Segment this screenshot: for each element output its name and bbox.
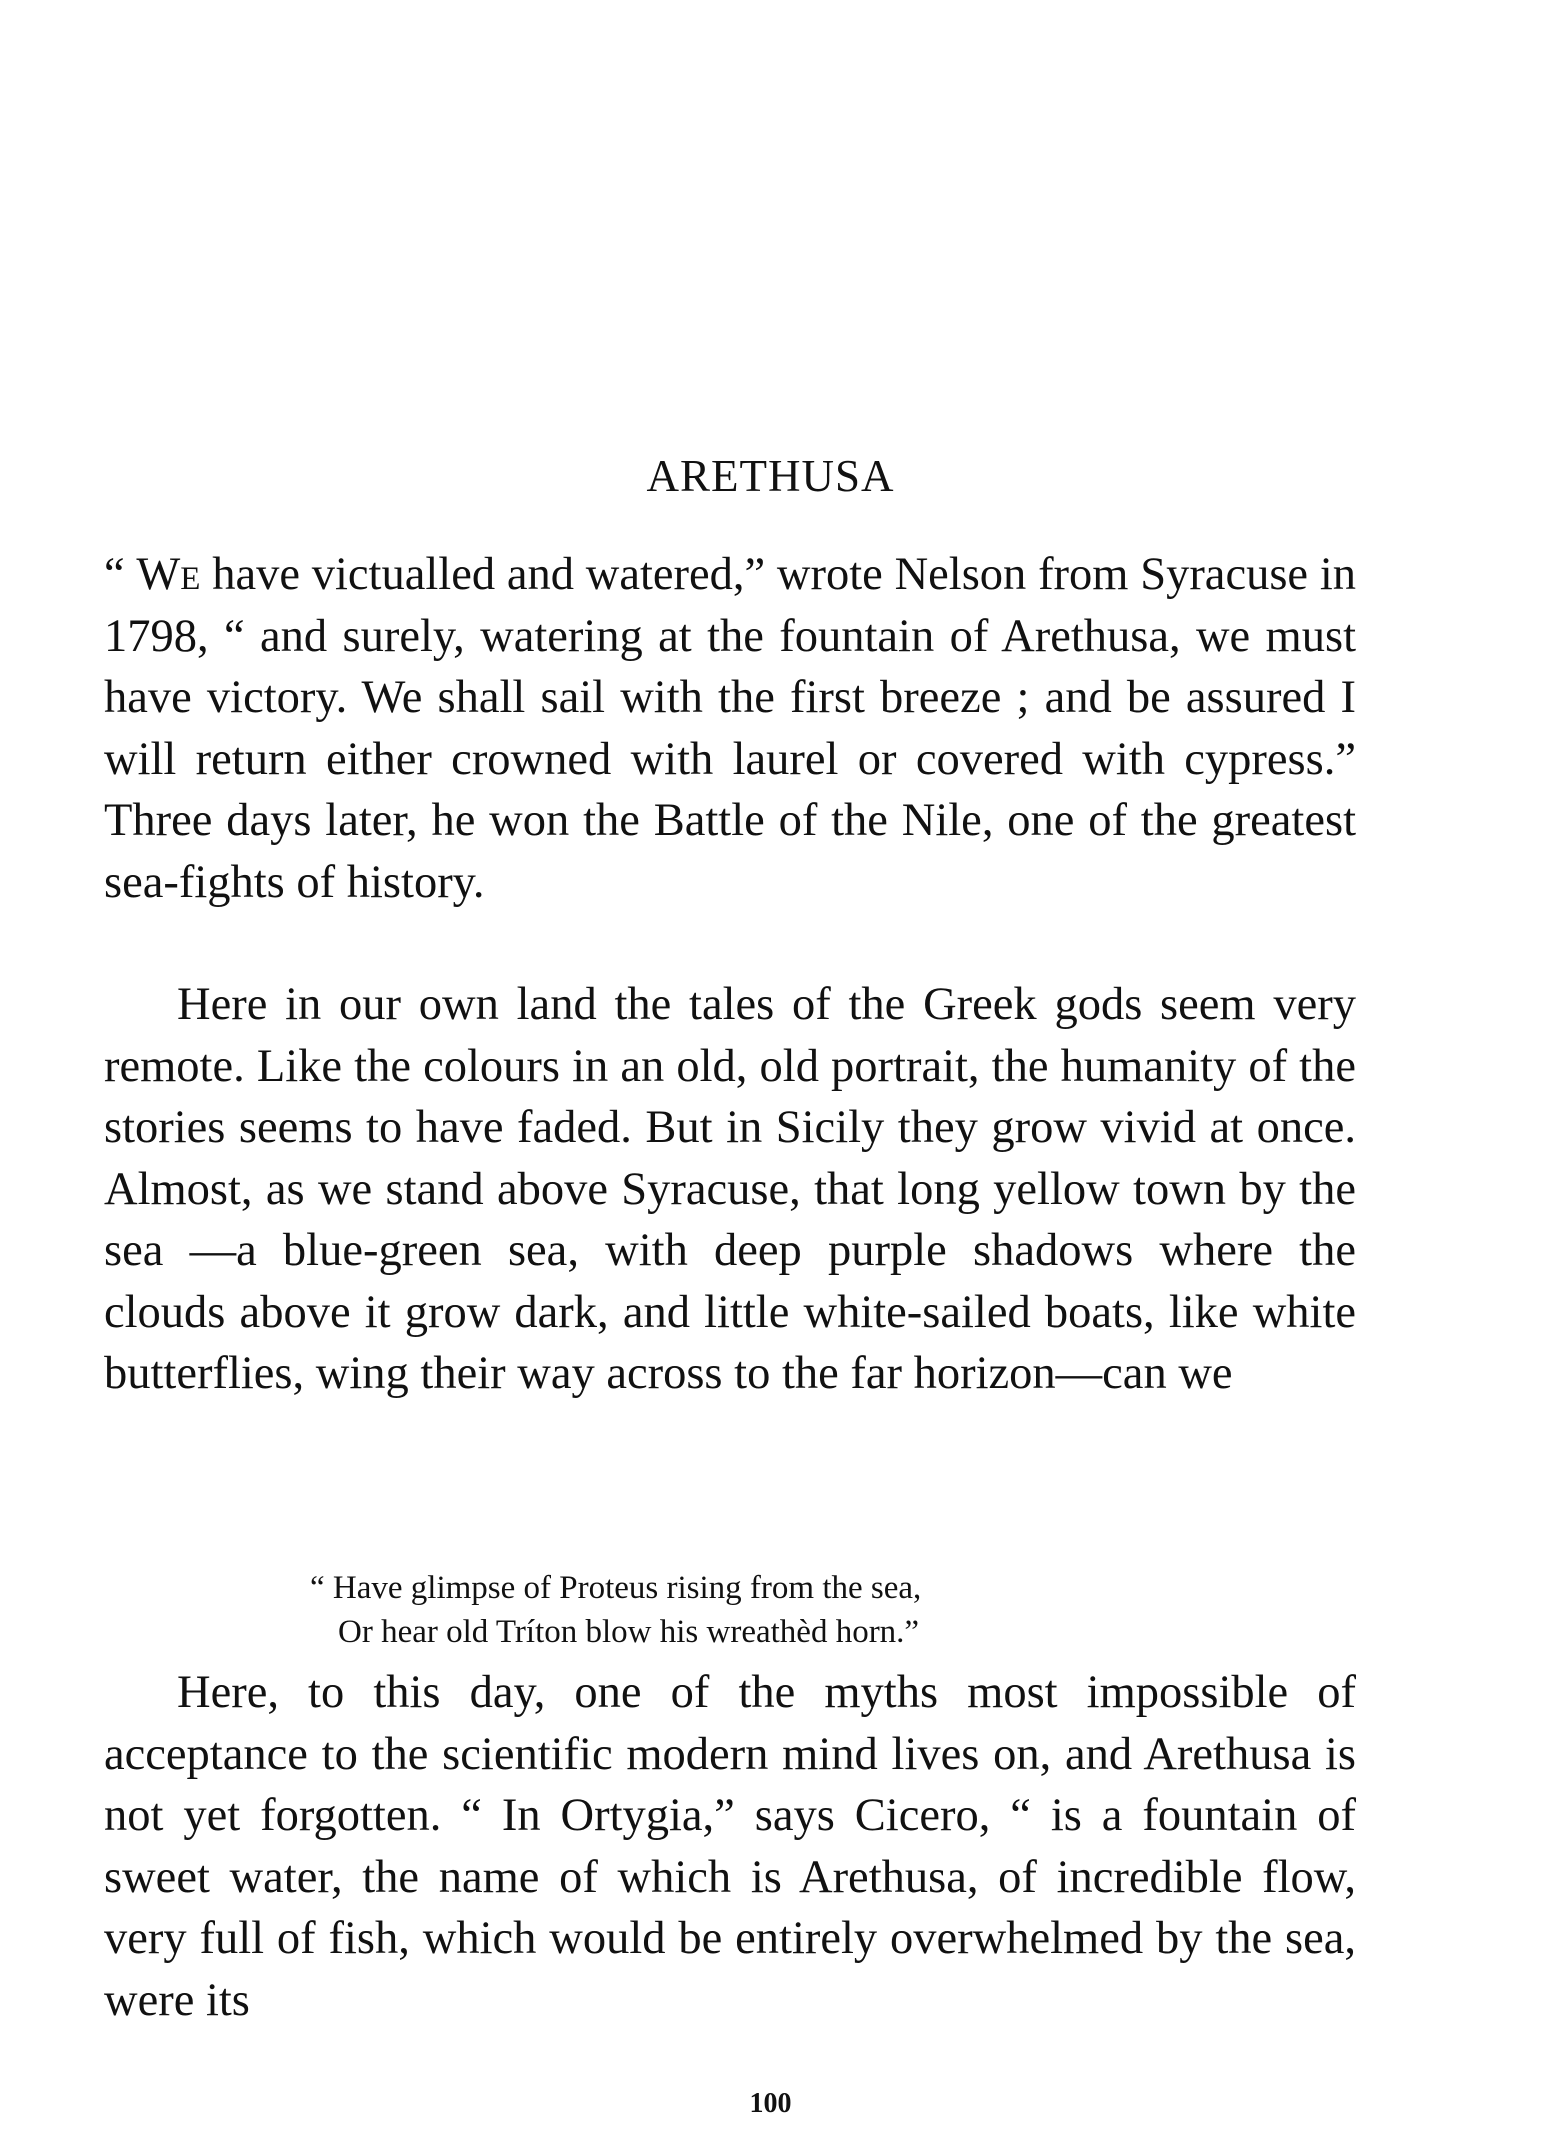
paragraph-1-text: have victualled and watered,” wrote Nelson from Syracuse in 1798, “ and surely, watering at the fountain of Arethusa, we must have victory. We shall sail with the first breeze ; and be assured I will return either crowned with laurel or covered with cypress.” Three days later, he won the Battle of the Nile, one of the greatest sea-fights of history. xyxy=(104,549,1357,908)
verse-line-2: Or hear old Tríton blow his wreathèd horn.” xyxy=(338,1614,920,1650)
paragraph-1 xyxy=(104,544,1356,913)
verse-quotation xyxy=(310,1566,1270,1654)
chapter-title: ARETHUSA xyxy=(646,451,895,501)
verse-line-1: “ Have glimpse of Proteus rising from the sea, xyxy=(310,1570,922,1606)
paragraph-2: Here in our own land the tales of the Greek gods seem very remote. Like the colours in an old, old portrait, the humanity of the stories seems to have faded. But in Sicily they grow vivid at once. Almost, as we stand above Syracuse, that long yellow town by the sea —a blue-green sea, with deep purple shadows where the clouds above it grow dark, and little white-sailed boats, like white butterflies, wing their way across to the far horizon—can we xyxy=(104,979,1356,1399)
page-number: 100 xyxy=(749,2088,792,2119)
paragraph-3: Here, to this day, one of the myths most impossible of acceptance to the scientific modern mind lives on, and Arethusa is not yet forgotten. “ In Ortygia,” says Cicero, “ is a fountain of sweet water, the name of which is Arethusa, of incredible flow, very full of fish, which would be entirely overwhelmed by the sea, were its xyxy=(104,1667,1356,2026)
opening-quote: “ xyxy=(104,549,137,600)
opening-word: We xyxy=(136,549,201,600)
